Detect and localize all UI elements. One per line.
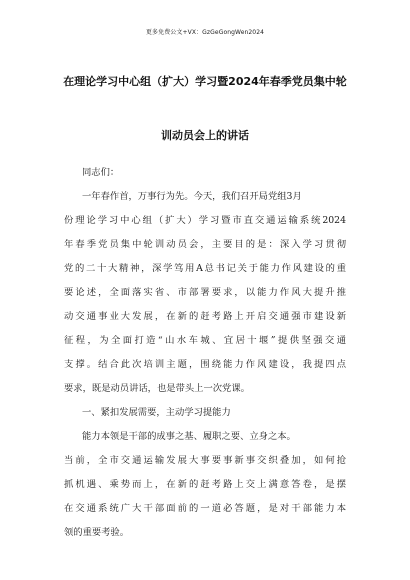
paragraph-1-line: 份理论学习中心组（扩大）学习暨市直交通运输系统2024: [64, 215, 346, 226]
paragraph-1-line: 党的二十大精神，深学笃用A总书记关于能力作风建设的重: [64, 263, 346, 274]
paragraph-1-line: 支撑。结合此次培训主题，围绕能力作风建设，我提四点: [64, 359, 346, 370]
paragraph-2-line: 领的重要考验。: [64, 527, 130, 538]
document-title-line-1: 在理论学习中心组（扩大）学习暨2024年春季党员集中轮: [63, 75, 347, 88]
header-note: 更多免费公文+VX：GzGeGongWen2024: [145, 29, 265, 36]
section-heading: 一、紧扣发展需要，主动学习提能力: [82, 407, 231, 418]
paragraph-2-line: 能力本领是干部的成事之基、履职之要、立身之本。: [82, 431, 296, 442]
salutation: 同志们：: [82, 167, 120, 178]
paragraph-2-line: 在交通系统广大干部面前的一道必答题，是对干部能力本: [64, 503, 346, 514]
paragraph-1-line: 要求，既是动员讲话，也是带头上一次党课。: [64, 383, 250, 394]
paragraph-1-line: 动交通事业大发展，在新的赶考路上开启交通强市建设新: [64, 311, 346, 322]
paragraph-1-line: 一年春作首，万事行为先。今天，我们召开局党组3月: [82, 191, 302, 202]
paragraph-2-line: 抓机遇、乘势而上，在新的赶考路上交上满意答卷，是摆: [64, 479, 346, 490]
paragraph-1-line: 要论述，全面落实省、市部署要求，以能力作风大提升推: [64, 287, 346, 298]
paragraph-2-line: 当前，全市交通运输发展大事要事新事交织叠加，如何抢: [64, 455, 346, 466]
paragraph-1-line: 征程，为全面打造“山水车城、宜居十堰”提供坚强交通: [64, 335, 346, 346]
paragraph-1-line: 年春季党员集中轮训动员会，主要目的是：深入学习贯彻: [64, 239, 346, 250]
document-title-line-2: 训动员会上的讲话: [161, 129, 249, 142]
